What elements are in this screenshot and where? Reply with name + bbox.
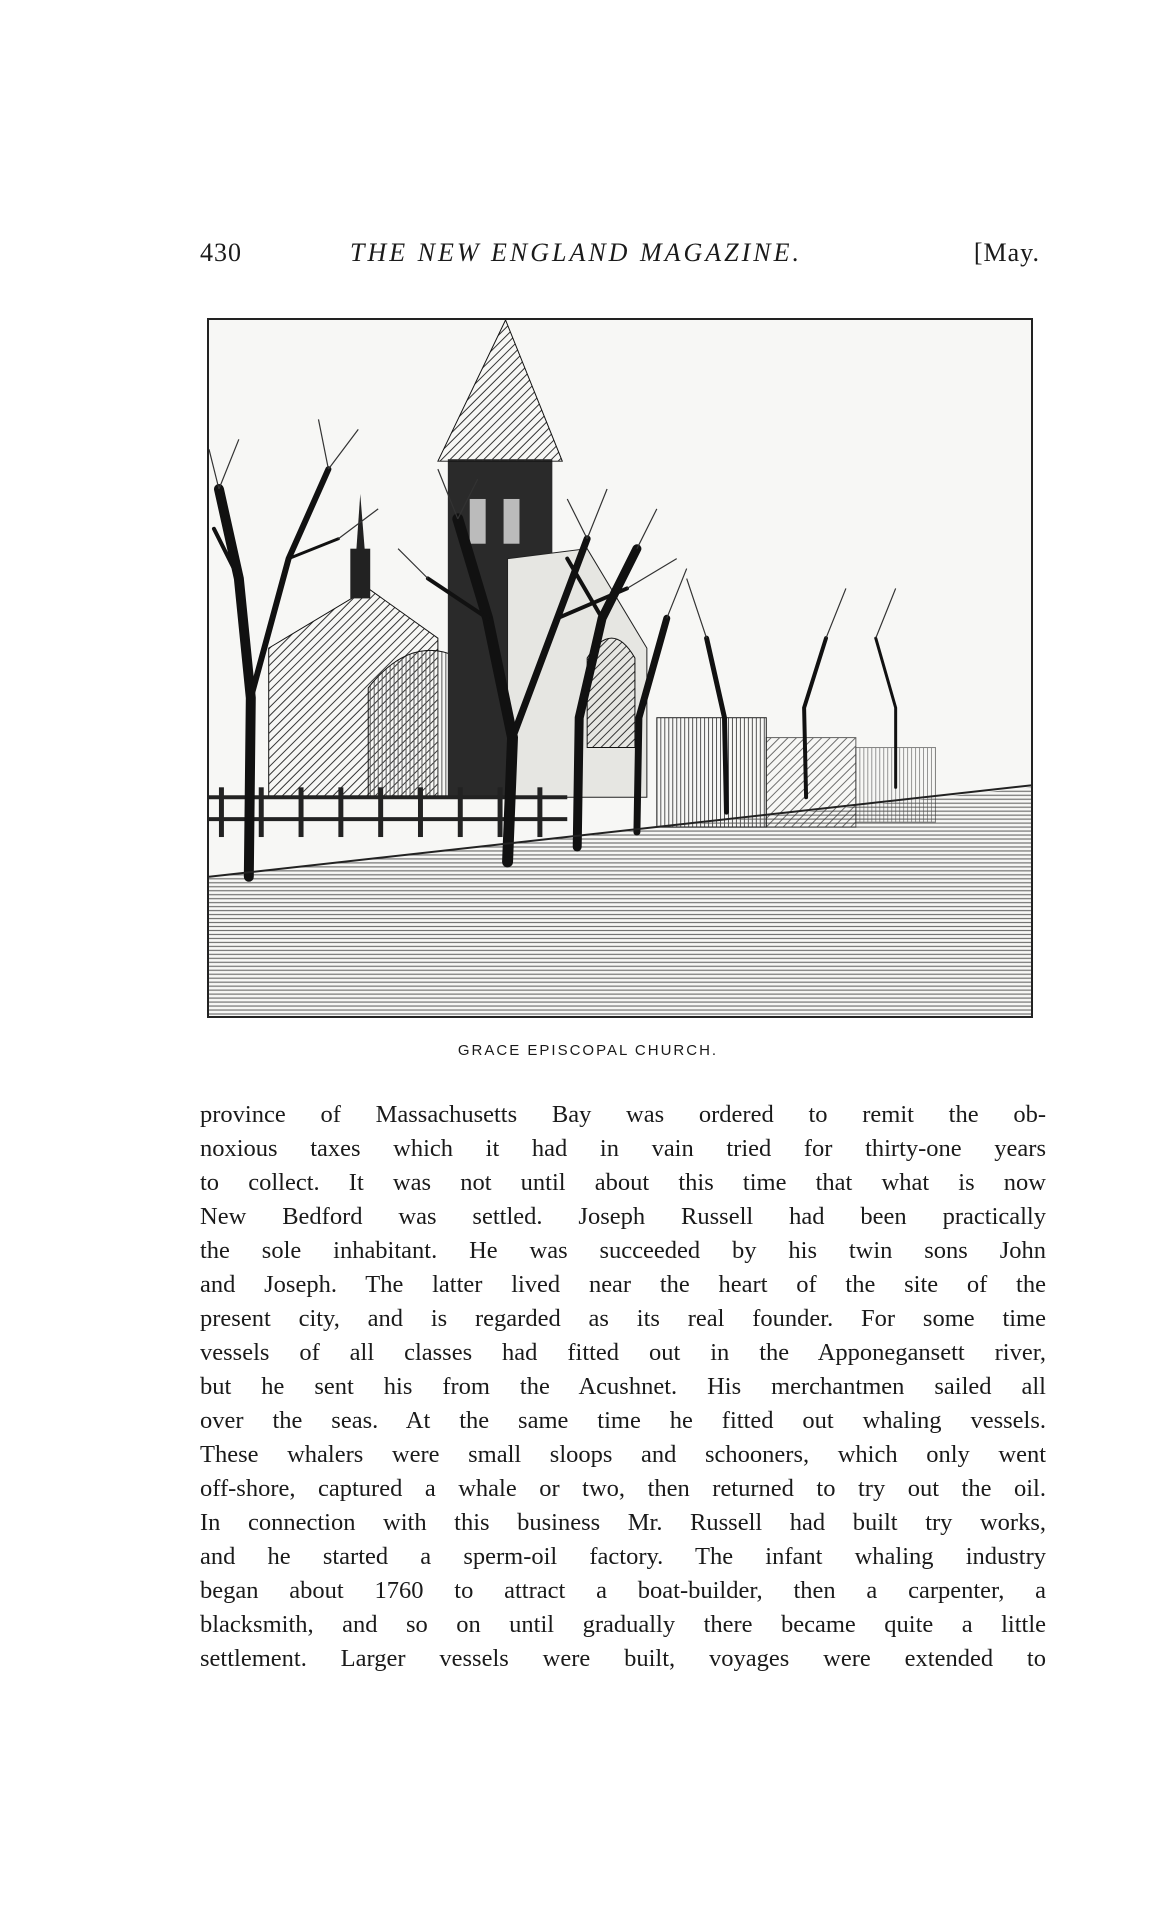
text-line: vessels of all classes had fitted out in the Apponegansett river,	[200, 1339, 1046, 1366]
church-engraving	[207, 318, 1033, 1018]
text-line: and he started a sperm-oil factory. The infant whaling industry	[200, 1543, 1046, 1570]
church-engraving-drawing	[209, 320, 1031, 1016]
text-line: blacksmith, and so on until gradually there became quite a little	[200, 1611, 1046, 1638]
journal-title: THE NEW ENGLAND MAGAZINE.	[350, 238, 802, 267]
text-line: New Bedford was settled. Joseph Russell had been practically	[200, 1203, 1046, 1230]
body-text	[200, 1098, 1046, 1676]
text-line: off-shore, captured a whale or two, then returned to try out the oil.	[200, 1475, 1046, 1502]
text-line: noxious taxes which it had in vain tried for thirty-one years	[200, 1135, 1046, 1162]
illustration-caption: GRACE EPISCOPAL CHURCH.	[457, 1042, 719, 1059]
text-line: and Joseph. The latter lived near the heart of the site of the	[200, 1271, 1046, 1298]
text-line: but he sent his from the Acushnet. His merchantmen sailed all	[200, 1373, 1046, 1400]
text-line: province of Massachusetts Bay was ordered to remit the ob-	[200, 1101, 1046, 1128]
text-line: present city, and is regarded as its real founder. For some time	[200, 1305, 1046, 1332]
text-line: These whalers were small sloops and schooners, which only went	[200, 1441, 1046, 1468]
text-line: began about 1760 to attract a boat-builder, then a carpenter, a	[200, 1577, 1046, 1604]
text-line: In connection with this business Mr. Russell had built try works,	[200, 1509, 1046, 1536]
text-line: the sole inhabitant. He was succeeded by his twin sons John	[200, 1237, 1046, 1264]
text-line: to collect. It was not until about this time that what is now	[200, 1169, 1046, 1196]
text-line: over the seas. At the same time he fitted out whaling vessels.	[200, 1407, 1046, 1434]
page-number: 430	[200, 238, 242, 267]
text-line: settlement. Larger vessels were built, voyages were extended to	[200, 1645, 1046, 1672]
running-head	[200, 238, 1040, 278]
issue-month: [May.	[973, 238, 1040, 267]
